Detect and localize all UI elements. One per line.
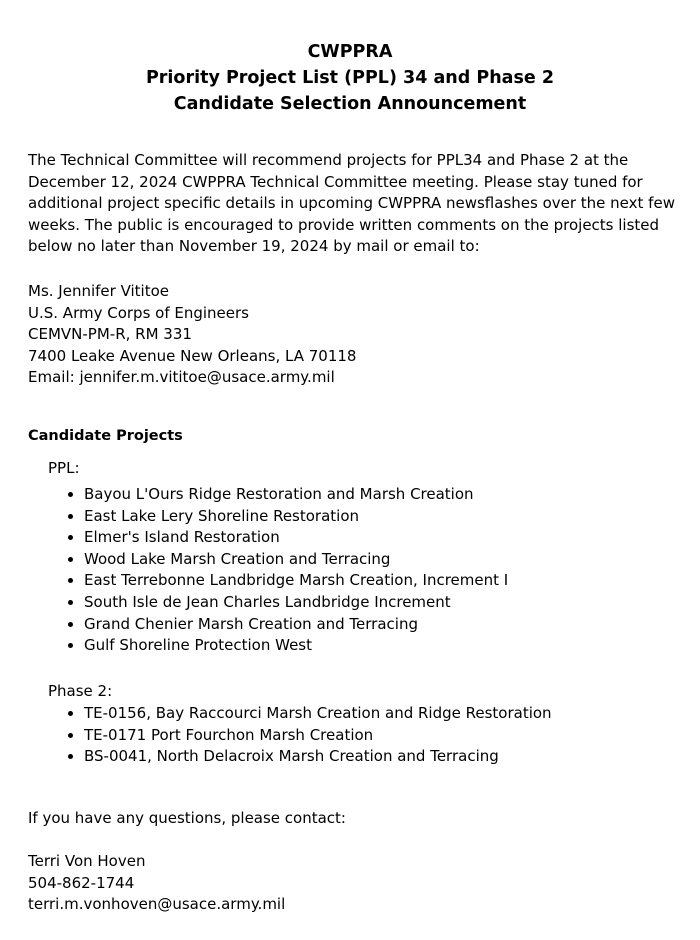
list-item: • TE-0171 Port Fourchon Marsh Creation <box>84 725 552 747</box>
title-line-org: CWPPRA <box>307 42 393 62</box>
phase2-project-list <box>48 703 552 768</box>
address-email: Email: jennifer.m.vititoe@usace.army.mil <box>28 368 335 387</box>
list-item: • South Isle de Jean Charles Landbridge Increment <box>84 592 508 614</box>
intro-paragraph: The Technical Committee will recommend projects for PPL34 and Phase 2 at the December 12, 2024 CWPPRA Technical Committee meeting. Please stay tuned for additional project specific details in upcoming CWPPRA newsflashes over the next few weeks. The public is encouraged to provide written comments on the projects listed below no later than November 19, 2024 by mail or email to: <box>28 151 675 256</box>
ppl-project-list <box>48 484 508 657</box>
document-title <box>0 39 700 117</box>
address-name: Ms. Jennifer Vititoe <box>28 282 170 300</box>
list-item: • Bayou L'Ours Ridge Restoration and Marsh Creation <box>84 484 508 506</box>
list-item: • Gulf Shoreline Protection West <box>84 635 508 657</box>
list-item: • Grand Chenier Marsh Creation and Terracing <box>84 614 508 636</box>
contact-block <box>28 851 678 916</box>
list-item: • East Terrebonne Landbridge Marsh Creation, Increment I <box>84 570 508 592</box>
address-office: CEMVN-PM-R, RM 331 <box>28 325 192 344</box>
ppl-label: PPL: <box>48 459 80 477</box>
title-line-announcement: Candidate Selection Announcement <box>173 94 527 114</box>
contact-phone: 504-862-1744 <box>28 873 135 892</box>
candidate-projects-heading: Candidate Projects <box>28 428 183 444</box>
list-item: • BS-0041, North Delacroix Marsh Creation and Terracing <box>84 746 552 768</box>
title-line-list: Priority Project List (PPL) 34 and Phase 2 <box>145 68 555 88</box>
phase2-label: Phase 2: <box>48 682 113 700</box>
contact-name: Terri Von Hoven <box>28 852 146 870</box>
questions-text: If you have any questions, please contact: <box>28 809 346 827</box>
contact-email: terri.m.vonhoven@usace.army.mil <box>28 895 286 914</box>
mailing-address <box>28 281 678 389</box>
list-item: • East Lake Lery Shoreline Restoration <box>84 506 508 528</box>
list-item: • TE-0156, Bay Raccourci Marsh Creation and Ridge Restoration <box>84 703 552 725</box>
list-item: • Elmer's Island Restoration <box>84 527 508 549</box>
address-street: 7400 Leake Avenue New Orleans, LA 70118 <box>28 346 357 365</box>
list-item: • Wood Lake Marsh Creation and Terracing <box>84 549 508 571</box>
address-org: U.S. Army Corps of Engineers <box>28 303 249 322</box>
